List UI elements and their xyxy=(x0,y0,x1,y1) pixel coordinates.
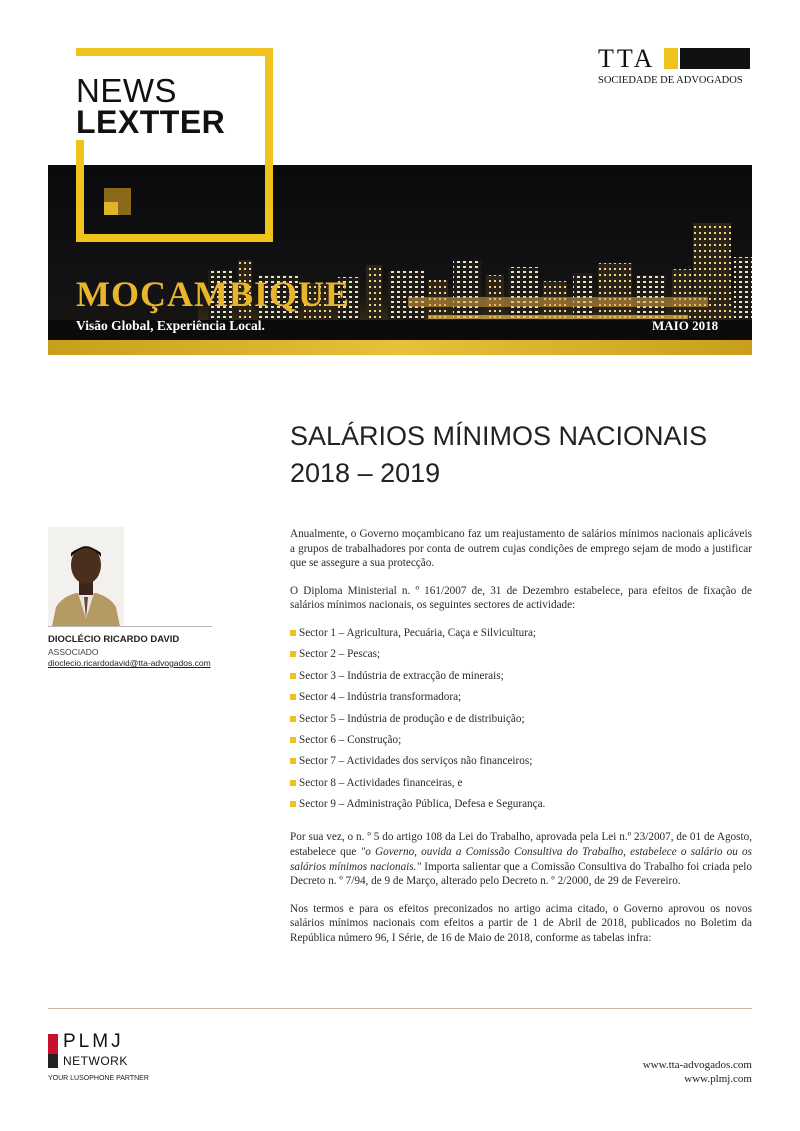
sector-list-item xyxy=(290,626,752,647)
tta-logo-gold-block xyxy=(664,48,678,69)
sector-list-item xyxy=(290,712,752,733)
frame-top-edge xyxy=(76,48,273,56)
bullet-square-icon xyxy=(290,801,296,807)
bullet-square-icon xyxy=(290,630,296,636)
tagline: Visão Global, Experiência Local. xyxy=(76,318,265,333)
bullet-square-icon xyxy=(290,673,296,679)
frame-bottom-edge xyxy=(76,234,273,242)
bullet-square-icon xyxy=(290,737,296,743)
article-title-line1: SALÁRIOS MÍNIMOS NACIONAIS xyxy=(290,421,708,451)
tta-logo-black-block xyxy=(680,48,750,69)
website-link-plmj[interactable]: www.plmj.com xyxy=(684,1073,752,1085)
sector-text: Sector 6 – Construção; xyxy=(299,733,402,746)
legal-quote: "o Governo, ouvida a Comissão Consultiva do Trabalho, estabelece o salário ou os salários mínimos nacionais." xyxy=(290,846,752,873)
plmj-network: NETWORK xyxy=(63,1054,128,1068)
country-title: MOÇAMBIQUE xyxy=(76,274,350,314)
sector-text: Sector 7 – Actividades dos serviços não financeiros; xyxy=(299,755,533,768)
sector-text: Sector 4 – Indústria transformadora; xyxy=(299,691,462,704)
bullet-square-icon xyxy=(290,694,296,700)
author-divider xyxy=(48,626,212,627)
sector-list-item xyxy=(290,797,752,818)
tta-logo xyxy=(598,44,752,90)
bullet-square-icon xyxy=(290,651,296,657)
sector-list-item xyxy=(290,647,752,668)
newsletter-title-line1: NEWS xyxy=(76,72,177,109)
sector-text: Sector 1 – Agricultura, Pecuária, Caça e Silvicultura; xyxy=(299,626,537,639)
sector-text: Sector 8 – Actividades financeiras, e xyxy=(299,776,463,789)
sector-text: Sector 3 – Indústria de extracção de minerais; xyxy=(299,669,504,682)
article-paragraph-3 xyxy=(290,830,752,888)
bullet-square-icon xyxy=(290,716,296,722)
plmj-name: PLMJ xyxy=(63,1031,124,1052)
author-photo xyxy=(48,527,124,626)
sector-text: Sector 5 – Indústria de produção e de distribuição; xyxy=(299,712,525,725)
paragraph-3-rest: Importa salientar que a Comissão Consultiva do Trabalho foi criada pelo Decreto n. º 7/94, de 9 de Março, alterado pelo Decreto n. º 2/2000, de 29 de Fevereiro. xyxy=(290,860,752,888)
website-link-tta[interactable]: www.tta-advogados.com xyxy=(642,1059,752,1071)
author-name: DIOCLÉCIO RICARDO DAVID xyxy=(48,634,180,645)
newsletter-title-line2: LEXTTER xyxy=(76,104,226,140)
article-paragraph-2: O Diploma Ministerial n. º 161/2007 de, 31 de Dezembro estabelece, para efeitos de fixação de salários mínimos nacionais, os seguintes sectores de actividade: xyxy=(290,584,752,612)
plmj-logo xyxy=(48,1031,158,1086)
article-paragraph-4: Nos termos e para os efeitos preconizados no artigo acima citado, o Governo aprovou os novos salários mínimos nacionais com efeitos a partir de 1 de Abril de 2018, publicados no Boletim da República número 96, I Série, de 16 de Maio de 2018, conforme as tabelas infra: xyxy=(290,902,752,945)
article-body xyxy=(290,527,752,959)
paragraph-3-intro: Por sua vez, o n. º 5 do artigo 108 da Lei do Trabalho, aprovada pela Lei n.º 23/2007, de 01 de Agosto, estabelece que xyxy=(290,831,752,859)
bullet-square-icon xyxy=(290,758,296,764)
article-title xyxy=(290,418,750,492)
author-role: ASSOCIADO xyxy=(48,647,99,657)
sector-text: Sector 2 – Pescas; xyxy=(299,648,381,661)
tta-logo-subtitle: SOCIEDADE DE ADVOGADOS xyxy=(598,75,743,86)
bullet-square-icon xyxy=(290,780,296,786)
article-title-line2: 2018 – 2019 xyxy=(290,458,441,488)
header-gold-bar xyxy=(48,340,752,355)
tta-logo-text: TTA xyxy=(598,44,656,73)
sector-text: Sector 9 – Administração Pública, Defesa e Segurança. xyxy=(299,798,546,811)
sector-list-item xyxy=(290,669,752,690)
sector-list xyxy=(290,626,752,819)
sector-list-item xyxy=(290,690,752,711)
frame-accent-square-inner xyxy=(104,202,118,215)
frame-right-edge xyxy=(265,48,273,242)
issue-date: MAIO 2018 xyxy=(652,318,719,333)
frame-left-edge xyxy=(76,140,84,242)
sector-list-item xyxy=(290,754,752,775)
sector-list-item xyxy=(290,733,752,754)
author-email-link[interactable]: dioclecio.ricardodavid@tta-advogados.com xyxy=(48,658,211,668)
article-paragraph-1: Anualmente, o Governo moçambicano faz um reajustamento de salários mínimos nacionais aplicáveis a grupos de trabalhadores por conta de outrem cujas condições de emprego sejam de modo a justificar que se assegure a sua protecção. xyxy=(290,528,752,570)
plmj-tagline: YOUR LUSOPHONE PARTNER xyxy=(48,1075,149,1082)
sector-list-item xyxy=(290,776,752,797)
footer-divider xyxy=(48,1008,752,1009)
plmj-dark-bar xyxy=(48,1054,58,1068)
